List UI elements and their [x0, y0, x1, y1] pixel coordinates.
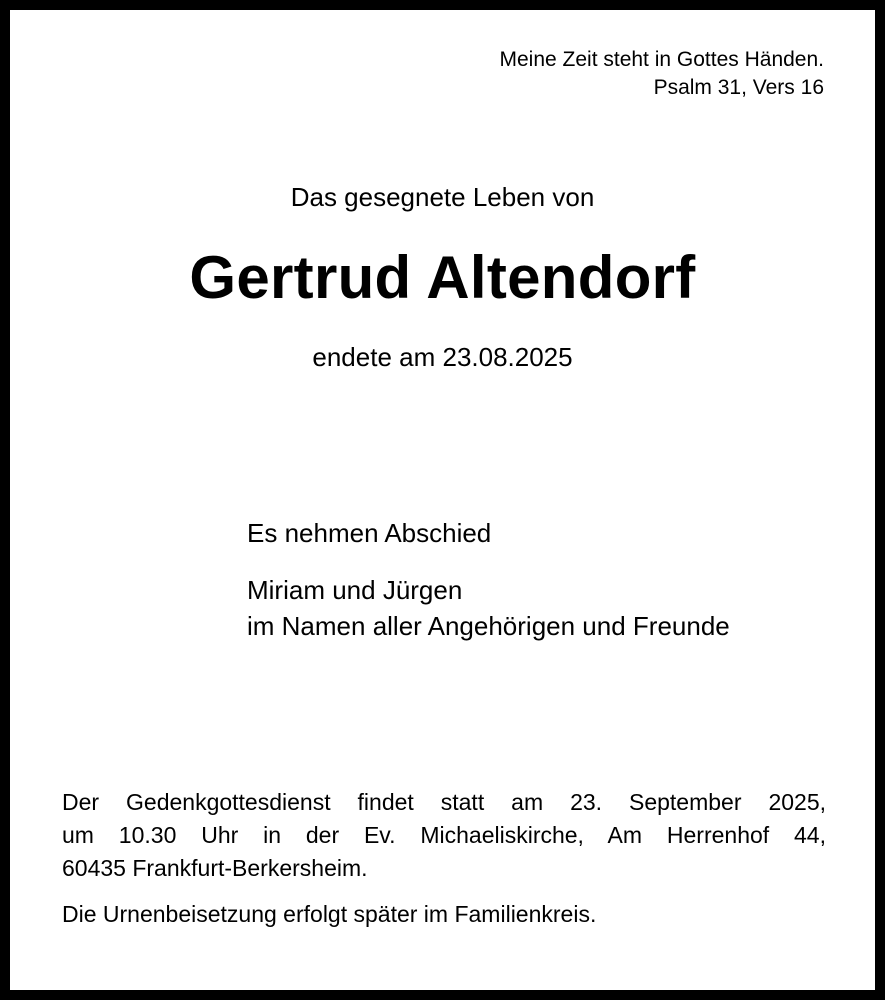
memorial-service-info	[62, 786, 826, 885]
bible-verse	[499, 46, 824, 102]
death-date: endete am 23.08.2025	[312, 342, 573, 372]
farewell-heading: Es nehmen Abschied	[247, 518, 492, 548]
service-line: um 10.30 Uhr in der Ev. Michaeliskirche, Am Herrenhof 44,	[62, 822, 826, 848]
bible-verse-reference: Psalm 31, Vers 16	[653, 76, 824, 99]
deceased-name: Gertrud Altendorf	[189, 244, 696, 311]
service-line: Der Gedenkgottesdienst findet statt am 23. September 2025,	[62, 789, 826, 815]
intro-text: Das gesegnete Leben von	[290, 182, 595, 212]
mourners	[247, 572, 730, 644]
mourners-relation: im Namen aller Angehörigen und Freunde	[247, 611, 730, 641]
burial-info: Die Urnenbeisetzung erfolgt später im Familienkreis.	[62, 901, 597, 927]
mourners-names: Miriam und Jürgen	[247, 575, 463, 605]
service-line: 60435 Frankfurt-Berkersheim.	[62, 855, 368, 881]
bible-verse-text: Meine Zeit steht in Gottes Händen.	[499, 48, 824, 71]
